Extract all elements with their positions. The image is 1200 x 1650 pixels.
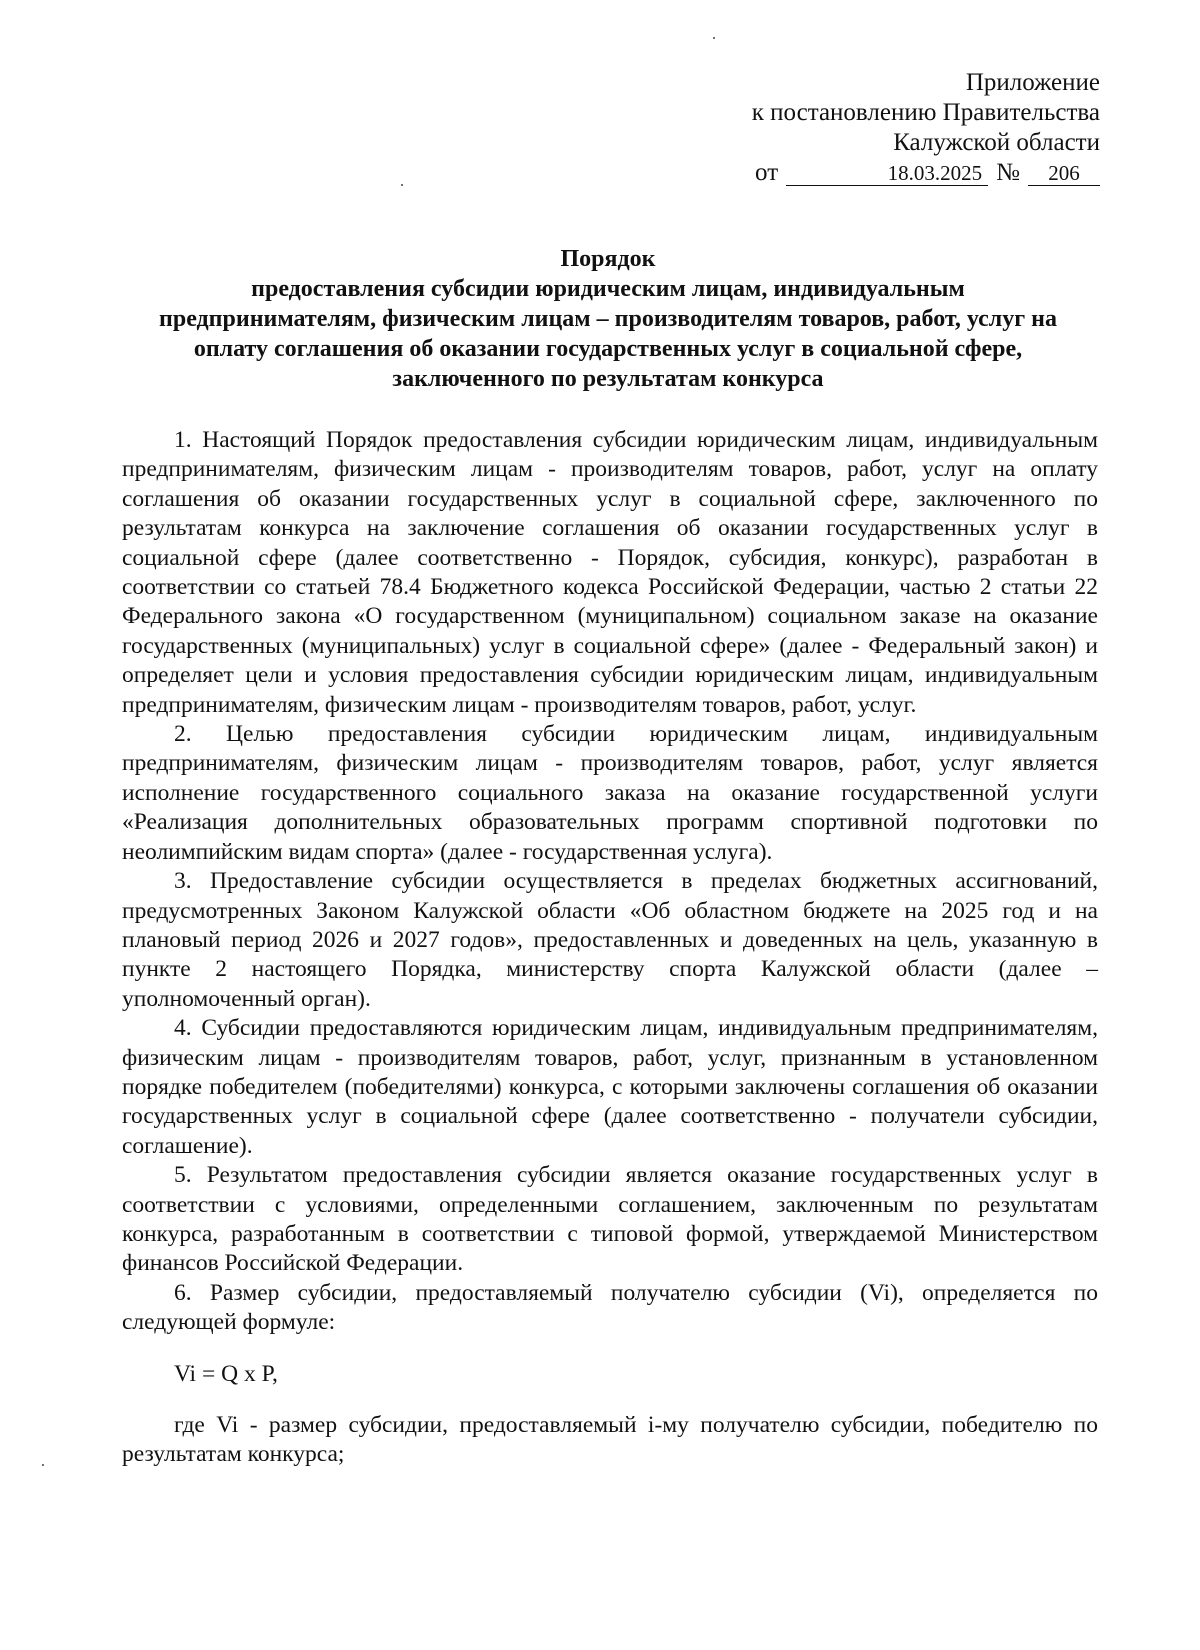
scan-speck [42, 1464, 44, 1466]
annex-to-resolution: к постановлению Правительства [751, 99, 1100, 126]
paragraph-1: 1. Настоящий Порядок предоставления субсидии юридическим лицам, индивидуальным предпринимателям, физическим лицам - производителям товаров, работ, услуг на оплату соглашения об оказании государственных услуг в социальной сфере, заключенного по результатам конкурса на заключение соглашения об оказании государственных услуг в социальной сфере (далее соответственно - Порядок, субсидия, конкурс), разработан в соответствии со статьей 78.4 Бюджетного кодекса Российской Федерации, частью 2 статьи 22 Федерального закона «О государственном (муниципальном) социальном заказе на оказание государственных (муниципальных) услуг в социальной сфере» (далее - Федеральный закон) и определяет цели и условия предоставления субсидии юридическим лицам, индивидуальным предпринимателям, физическим лицам - производителям товаров, работ, услуг. [122, 427, 1098, 718]
paragraph-4: 4. Субсидии предоставляются юридическим лицам, индивидуальным предпринимателям, физическим лицам - производителям товаров, работ, услуг, признанным в установленном порядке победителем (победителями) конкурса, с которыми заключены соглашения об оказании государственных услуг в социальной сфере (далее соответственно - получатели субсидии, соглашение). [122, 1015, 1098, 1159]
number-sign: № [996, 159, 1020, 186]
paragraph-formula-explanation: где Vi - размер субсидии, предоставляемый i-му получателю субсидии, победителю по результатам конкурса; [122, 1412, 1098, 1468]
annex-header [640, 68, 1100, 188]
title-line: Порядок [560, 246, 656, 272]
title-line: оплату соглашения об оказании государственных услуг в социальной сфере, [193, 336, 1023, 362]
scan-speck [713, 37, 715, 39]
document-body [122, 426, 1098, 1470]
annex-region: Калужской области [893, 129, 1100, 156]
subsidy-formula: Vi = Q x P, [174, 1360, 278, 1387]
paragraph-3: 3. Предоставление субсидии осуществляется в пределах бюджетных ассигнований, предусмотренных Законом Калужской области «Об областном бюджете на 2025 год и на плановый период 2026 и 2027 годов», предоставленных и доведенных на цель, указанную в пункте 2 настоящего Порядка, министерству спорта Калужской области (далее – уполномоченный орган). [122, 868, 1098, 1012]
annex-date-number [640, 158, 1100, 188]
paragraph-2: 2. Целью предоставления субсидии юридическим лицам, индивидуальным предпринимателям, физическим лицам - производителям товаров, работ, услуг является исполнение государственного социального заказа на оказание государственной услуги «Реализация дополнительных образовательных программ спортивной подготовки по неолимпийским видам спорта» (далее - государственная услуга). [122, 721, 1098, 865]
paragraph-6: 6. Размер субсидии, предоставляемый получателю субсидии (Vi), определяется по следующей формуле: [122, 1279, 1098, 1336]
resolution-date: 18.03.2025 [786, 161, 988, 186]
document-title [118, 244, 1098, 394]
resolution-number: 206 [1028, 161, 1100, 186]
title-line: предоставления субсидии юридическим лицам, индивидуальным [251, 276, 965, 302]
title-line: предпринимателям, физическим лицам – производителям товаров, работ, услуг на [159, 306, 1057, 332]
date-prefix: от [755, 159, 779, 186]
paragraph-5: 5. Результатом предоставления субсидии является оказание государственных услуг в соответствии с условиями, определенными соглашением, заключенным по результатам конкурса, разработанным в соответствии с типовой формой, утверждаемой Министерством финансов Российской Федерации. [122, 1162, 1098, 1277]
title-line: заключенного по результатам конкурса [392, 366, 824, 392]
scan-speck [401, 184, 403, 186]
annex-label: Приложение [965, 69, 1100, 96]
